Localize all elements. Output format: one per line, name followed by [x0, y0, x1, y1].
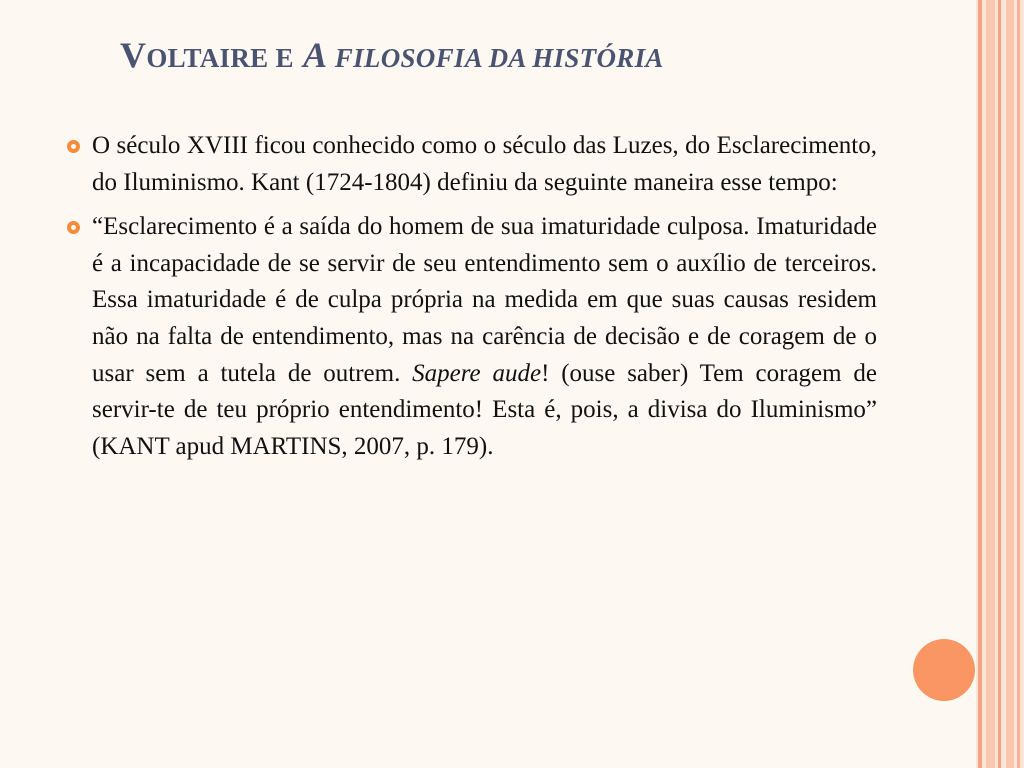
decorative-stripe: [1006, 0, 1014, 768]
decorative-stripe: [1017, 0, 1020, 768]
decorative-stripe: [986, 0, 995, 768]
bullet-text-intro: O século XVIII ficou conhecido como o século das Luzes, do Esclarecimento, do Iluminismo. Kant (1724-1804) definiu da seguinte maneira esse tempo:: [92, 132, 877, 196]
title-initial-a: A: [303, 35, 326, 75]
orange-ring-bullet-icon: [67, 140, 80, 153]
title-voltaire-rest: OLTAIRE E: [146, 43, 294, 73]
orange-ring-bullet-icon: [67, 221, 80, 234]
title-initial-v: V: [120, 35, 147, 75]
bullet-item: [66, 209, 877, 465]
quote-text-end: ! (ouse saber) Tem coragem de servir-te de teu próprio entendimento! Esta é, pois, a divisa do Iluminismo” (KANT apud MARTINS, 2007, p. 179).: [92, 359, 878, 460]
decorative-stripe: [978, 0, 982, 768]
title-book-name: FILOSOFIA DA HISTÓRIA: [334, 43, 664, 73]
decorative-stripe: [998, 0, 1001, 768]
quote-latin-phrase: Sapere aude: [412, 359, 542, 387]
slide-title: [120, 33, 880, 80]
bullet-item: [66, 128, 877, 201]
quote-text-start: “Esclarecimento é a saída do homem de sua imaturidade culposa. Imaturidade é a incapacidade de se servir de seu entendimento sem o auxílio de terceiros. Essa imaturidade é de culpa própria na medida em que suas causas residem não na falta de entendimento, mas na carência de decisão e de coragem de o usar sem a tutela de outrem.: [92, 213, 877, 387]
bullet-text-quote: [92, 209, 877, 465]
decorative-orange-circle: [913, 639, 975, 701]
bullet-list: [66, 128, 877, 473]
